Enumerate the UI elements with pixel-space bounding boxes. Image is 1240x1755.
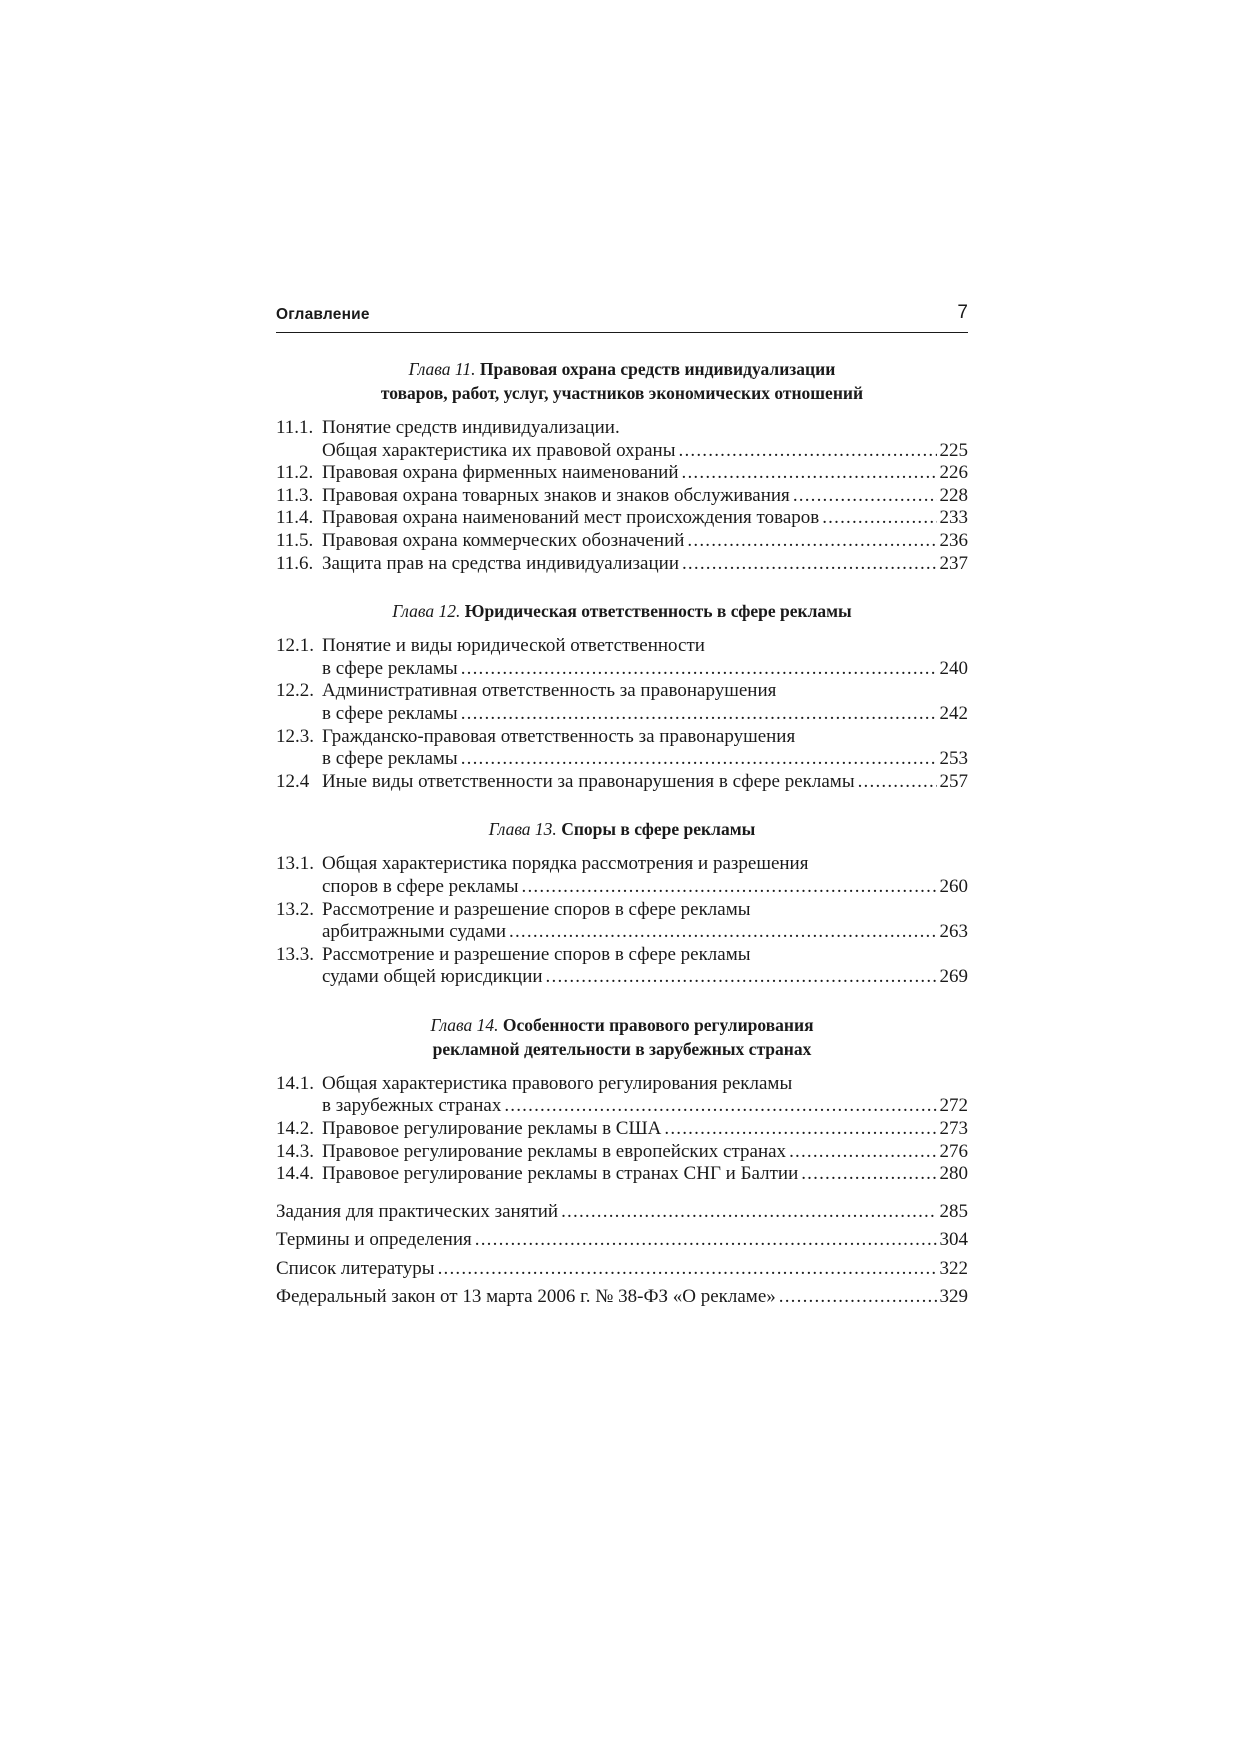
entry-title: судами общей юрисдикции [322, 966, 543, 988]
entry-title: Список литературы [276, 1257, 435, 1279]
entry-number: 11.1. [276, 417, 314, 438]
entry-title: Правовое регулирование рекламы в европейских странах [322, 1140, 787, 1162]
entry-number: 12.2. [276, 680, 314, 702]
back-matter-entry [276, 1283, 968, 1311]
entry-number: 12.4 [276, 770, 310, 792]
dot-leader [546, 966, 937, 989]
dot-leader [801, 1163, 936, 1186]
toc-entry [276, 1163, 968, 1186]
entry-number: 13.1. [276, 853, 314, 875]
chapter-section [276, 357, 968, 575]
chapter-entries [276, 635, 968, 793]
chapter-heading-line [276, 1013, 968, 1037]
entry-number: 11.5. [276, 529, 314, 551]
chapter-title: товаров, работ, услуг, участников экономических отношений [380, 383, 864, 403]
dot-leader [461, 658, 937, 681]
entry-title: Правовое регулирование рекламы в странах СНГ и Балтии [322, 1163, 799, 1185]
entry-title: Общая характеристика их правовой охраны [322, 439, 676, 461]
entry-page-number: 226 [939, 462, 968, 484]
dot-leader [522, 876, 937, 899]
entry-title: Иные виды ответственности за правонарушения в сфере рекламы [322, 770, 855, 792]
dot-leader [438, 1255, 937, 1283]
entry-page-number: 260 [939, 875, 968, 897]
toc-entry [276, 1141, 968, 1164]
entry-title-line: Рассмотрение и разрешение споров в сфере рекламы [322, 943, 751, 965]
toc-entry [276, 899, 968, 944]
entry-title: Термины и определения [276, 1229, 472, 1251]
back-matter-list [276, 1198, 968, 1312]
entry-page-number: 263 [939, 921, 968, 943]
entry-title: Правовое регулирование рекламы в США [322, 1118, 662, 1140]
chapter-heading [276, 599, 968, 623]
back-matter-entry [276, 1198, 968, 1226]
entry-title-line: Понятие средств индивидуализации. [322, 417, 620, 438]
entry-leader-line [276, 876, 968, 899]
chapter-entries [276, 853, 968, 989]
entry-number: 14.4. [276, 1163, 314, 1185]
entry-leader-line [276, 530, 968, 553]
entry-page-number: 228 [939, 484, 968, 506]
dot-leader [461, 703, 937, 726]
dot-leader [682, 553, 937, 576]
entry-title: в сфере рекламы [322, 702, 458, 724]
dot-leader [664, 1118, 936, 1141]
entry-leader-line [276, 966, 968, 989]
dot-leader [687, 530, 936, 553]
chapter-title: Правовая охрана средств индивидуализации [479, 359, 836, 379]
entry-leader-line [276, 462, 968, 485]
entry-leader-line [276, 658, 968, 681]
toc-entry [276, 417, 968, 462]
dot-leader [504, 1095, 936, 1118]
dot-leader [793, 485, 937, 508]
entry-page-number: 276 [939, 1140, 968, 1162]
entry-leader-line [276, 748, 968, 771]
chapter-entries [276, 1073, 968, 1186]
entry-page-number: 233 [939, 507, 968, 529]
chapter-heading-line [276, 817, 968, 841]
chapter-heading-line [276, 381, 968, 405]
entry-title-line: Рассмотрение и разрешение споров в сфере рекламы [322, 898, 751, 920]
dot-leader [461, 748, 937, 771]
dot-leader [682, 462, 937, 485]
entry-title: Правовая охрана наименований мест происхождения товаров [322, 507, 820, 529]
entry-title: в зарубежных странах [322, 1095, 502, 1117]
chapter-heading [276, 1013, 968, 1061]
entry-title-line: Гражданско-правовая ответственность за правонарушения [322, 725, 796, 747]
dot-leader [561, 1198, 936, 1226]
entry-page-number: 242 [939, 702, 968, 724]
entry-page-number: 237 [939, 552, 968, 574]
entry-number: 11.2. [276, 462, 314, 484]
entry-number: 11.6. [276, 552, 314, 574]
dot-leader [475, 1226, 937, 1254]
entry-title-line: Административная ответственность за правонарушения [322, 680, 777, 702]
chapter-section [276, 599, 968, 793]
chapter-label: Глава 14. [430, 1014, 499, 1035]
dot-leader [509, 921, 936, 944]
entry-number: 13.3. [276, 943, 314, 965]
chapter-title: Споры в сфере рекламы [561, 819, 756, 840]
entry-page-number: 273 [939, 1118, 968, 1140]
toc-entry [276, 1073, 968, 1118]
entry-number: 11.4. [276, 507, 314, 529]
entry-title: Защита прав на средства индивидуализации [322, 552, 679, 574]
dot-leader [858, 771, 937, 794]
table-of-contents-page [276, 296, 968, 1311]
entry-page-number: 285 [939, 1200, 968, 1222]
entry-number: 14.2. [276, 1118, 314, 1140]
entry-page-number: 236 [939, 529, 968, 551]
entry-leader-line [276, 485, 968, 508]
entry-leader-line [276, 771, 968, 794]
entry-title: в сфере рекламы [322, 748, 458, 770]
entry-title: в сфере рекламы [322, 657, 458, 679]
entry-page-number: 272 [939, 1095, 968, 1117]
toc-entry [276, 507, 968, 530]
toc-entry [276, 944, 968, 989]
chapter-entries [276, 417, 968, 575]
entry-number: 14.1. [276, 1072, 314, 1094]
dot-leader [822, 507, 936, 530]
entry-title: арбитражными судами [322, 921, 507, 943]
back-matter-entry [276, 1255, 968, 1283]
toc-body [276, 357, 968, 1186]
entry-leader-line [276, 507, 968, 530]
chapter-heading-line [276, 1037, 968, 1061]
entry-title: Правовая охрана товарных знаков и знаков обслуживания [322, 484, 790, 506]
entry-title: Задания для практических занятий [276, 1200, 559, 1222]
entry-page-number: 322 [939, 1257, 968, 1279]
entry-page-number: 253 [939, 748, 968, 770]
chapter-title: Особенности правового регулирования [502, 1014, 814, 1035]
chapter-section [276, 817, 968, 989]
chapter-heading [276, 817, 968, 841]
chapter-title: рекламной деятельности в зарубежных странах [432, 1038, 812, 1059]
entry-title: Федеральный закон от 13 марта 2006 г. № 38-ФЗ «О рекламе» [276, 1286, 776, 1308]
page-number: 7 [957, 302, 968, 323]
entry-title-line: Общая характеристика правового регулирования рекламы [322, 1072, 793, 1094]
entry-leader-line [276, 921, 968, 944]
toc-entry [276, 680, 968, 725]
entry-page-number: 304 [939, 1229, 968, 1251]
chapter-heading [276, 357, 968, 405]
running-head-title: Оглавление [276, 306, 370, 323]
chapter-label: Глава 13. [488, 819, 557, 840]
entry-number: 13.2. [276, 898, 314, 920]
chapter-title: Юридическая ответственность в сфере рекламы [464, 601, 852, 622]
entry-page-number: 257 [939, 770, 968, 792]
chapter-heading-line [276, 357, 968, 381]
dot-leader [789, 1141, 936, 1164]
toc-entry [276, 485, 968, 508]
back-matter-entry [276, 1226, 968, 1254]
entry-title: Правовая охрана фирменных наименований [322, 462, 679, 484]
entry-title-line: Общая характеристика порядка рассмотрения и разрешения [322, 853, 809, 875]
entry-leader-line [276, 440, 968, 463]
toc-entry [276, 635, 968, 680]
entry-page-number: 225 [939, 439, 968, 461]
dot-leader [679, 440, 937, 463]
entry-page-number: 280 [939, 1163, 968, 1185]
entry-number: 11.3. [276, 484, 314, 506]
running-head [276, 296, 968, 333]
entry-leader-line [276, 1118, 968, 1141]
toc-entry [276, 553, 968, 576]
toc-entry [276, 726, 968, 771]
toc-entry [276, 1118, 968, 1141]
entry-title: Правовая охрана коммерческих обозначений [322, 529, 685, 551]
entry-number: 14.3. [276, 1140, 314, 1162]
entry-leader-line [276, 1141, 968, 1164]
entry-title-line: Понятие и виды юридической ответственности [322, 635, 705, 657]
chapter-label: Глава 11. [408, 359, 476, 379]
entry-page-number: 329 [939, 1286, 968, 1308]
chapter-heading-line [276, 599, 968, 623]
entry-page-number: 269 [939, 966, 968, 988]
chapter-section [276, 1013, 968, 1186]
entry-title: споров в сфере рекламы [322, 875, 519, 897]
entry-leader-line [276, 703, 968, 726]
entry-leader-line [276, 1095, 968, 1118]
toc-entry [276, 530, 968, 553]
entry-page-number: 240 [939, 657, 968, 679]
toc-entry [276, 462, 968, 485]
entry-leader-line [276, 1163, 968, 1186]
entry-number: 12.3. [276, 725, 314, 747]
toc-entry [276, 771, 968, 794]
entry-leader-line [276, 553, 968, 576]
entry-number: 12.1. [276, 635, 314, 657]
chapter-label: Глава 12. [392, 601, 461, 622]
dot-leader [779, 1283, 937, 1311]
toc-entry [276, 853, 968, 898]
